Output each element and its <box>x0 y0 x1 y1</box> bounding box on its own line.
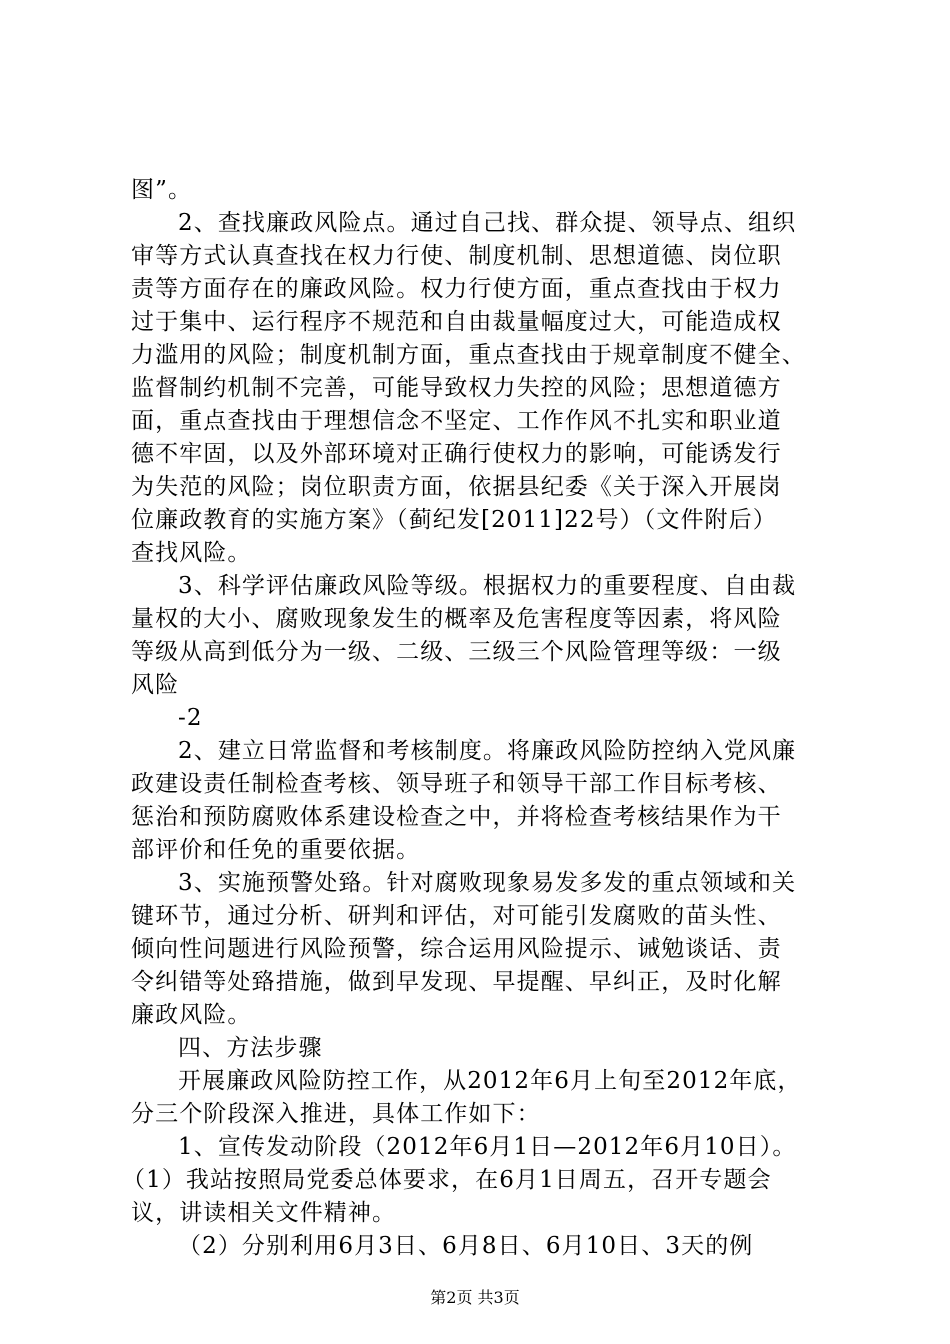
text-line: 令纠错等处臵措施，做到早发现、早提醒、早纠正，及时化解 <box>131 969 782 995</box>
text-line: 廉政风险。 <box>131 1002 252 1028</box>
text-line: 分三个阶段深入推进，具体工作如下： <box>131 1101 541 1127</box>
text-line: 量权的大小、腐败现象发生的概率及危害程度等因素，将风险 <box>131 606 782 632</box>
text-line: 力滥用的风险；制度机制方面，重点查找由于规章制度不健全、 <box>131 342 806 368</box>
text-line: 图”。 <box>131 177 193 203</box>
text-line: 政建设责任制检查考核、领导班子和领导干部工作目标考核、 <box>131 771 782 797</box>
text-line: 2、查找廉政风险点。通过自己找、群众提、领导点、组织 <box>178 210 797 236</box>
text-line: 位廉政教育的实施方案》（蓟纪发[2011]22号）（文件附后） <box>131 507 777 533</box>
page-footer: 第2页 共3页 <box>430 1288 520 1307</box>
text-line: 议，讲读相关文件精神。 <box>131 1200 397 1226</box>
text-line: 面，重点查找由于理想信念不坚定、工作作风不扎实和职业道 <box>131 408 782 434</box>
text-line: 3、实施预警处臵。针对腐败现象易发多发的重点领域和关 <box>178 870 797 896</box>
text-line: 为失范的风险；岗位职责方面，依据县纪委《关于深入开展岗 <box>131 474 782 500</box>
text-line: 键环节，通过分析、研判和评估，对可能引发腐败的苗头性、 <box>131 903 782 929</box>
text-line: 过于集中、运行程序不规范和自由裁量幅度过大，可能造成权 <box>131 309 782 335</box>
text-line: 查找风险。 <box>131 540 252 566</box>
text-line: 3、科学评估廉政风险等级。根据权力的重要程度、自由裁 <box>178 573 797 599</box>
text-line: 德不牢固，以及外部环境对正确行使权力的影响，可能诱发行 <box>131 441 782 467</box>
text-line: 部评价和任免的重要依据。 <box>131 837 421 863</box>
text-line: 等级从高到低分为一级、二级、三级三个风险管理等级：一级 <box>131 639 782 665</box>
text-line: 2、建立日常监督和考核制度。将廉政风险防控纳入党风廉 <box>178 738 797 764</box>
text-line: 监督制约机制不完善，可能导致权力失控的风险；思想道德方 <box>131 375 782 401</box>
text-line: 1、宣传发动阶段（2012年6月1日—2012年6月10日）。 <box>178 1134 797 1160</box>
text-line: 风险 <box>131 672 180 698</box>
text-line: 惩治和预防腐败体系建设检查之中，并将检查考核结果作为干 <box>131 804 782 830</box>
text-line: 审等方式认真查找在权力行使、制度机制、思想道德、岗位职 <box>131 243 782 269</box>
text-line: （1）我站按照局党委总体要求，在6月1日周五，召开专题会 <box>122 1167 772 1193</box>
text-line: 倾向性问题进行风险预警，综合运用风险提示、诫勉谈话、责 <box>131 936 782 962</box>
text-line: （2）分别利用6月3日、6月8日、6月10日、3天的例 <box>178 1233 754 1259</box>
text-line: -2 <box>178 705 203 731</box>
text-line: 责等方面存在的廉政风险。权力行使方面，重点查找由于权力 <box>131 276 782 302</box>
text-line: 开展廉政风险防控工作，从2012年6月上旬至2012年底， <box>178 1068 802 1094</box>
section-heading: 四、方法步骤 <box>178 1035 323 1061</box>
